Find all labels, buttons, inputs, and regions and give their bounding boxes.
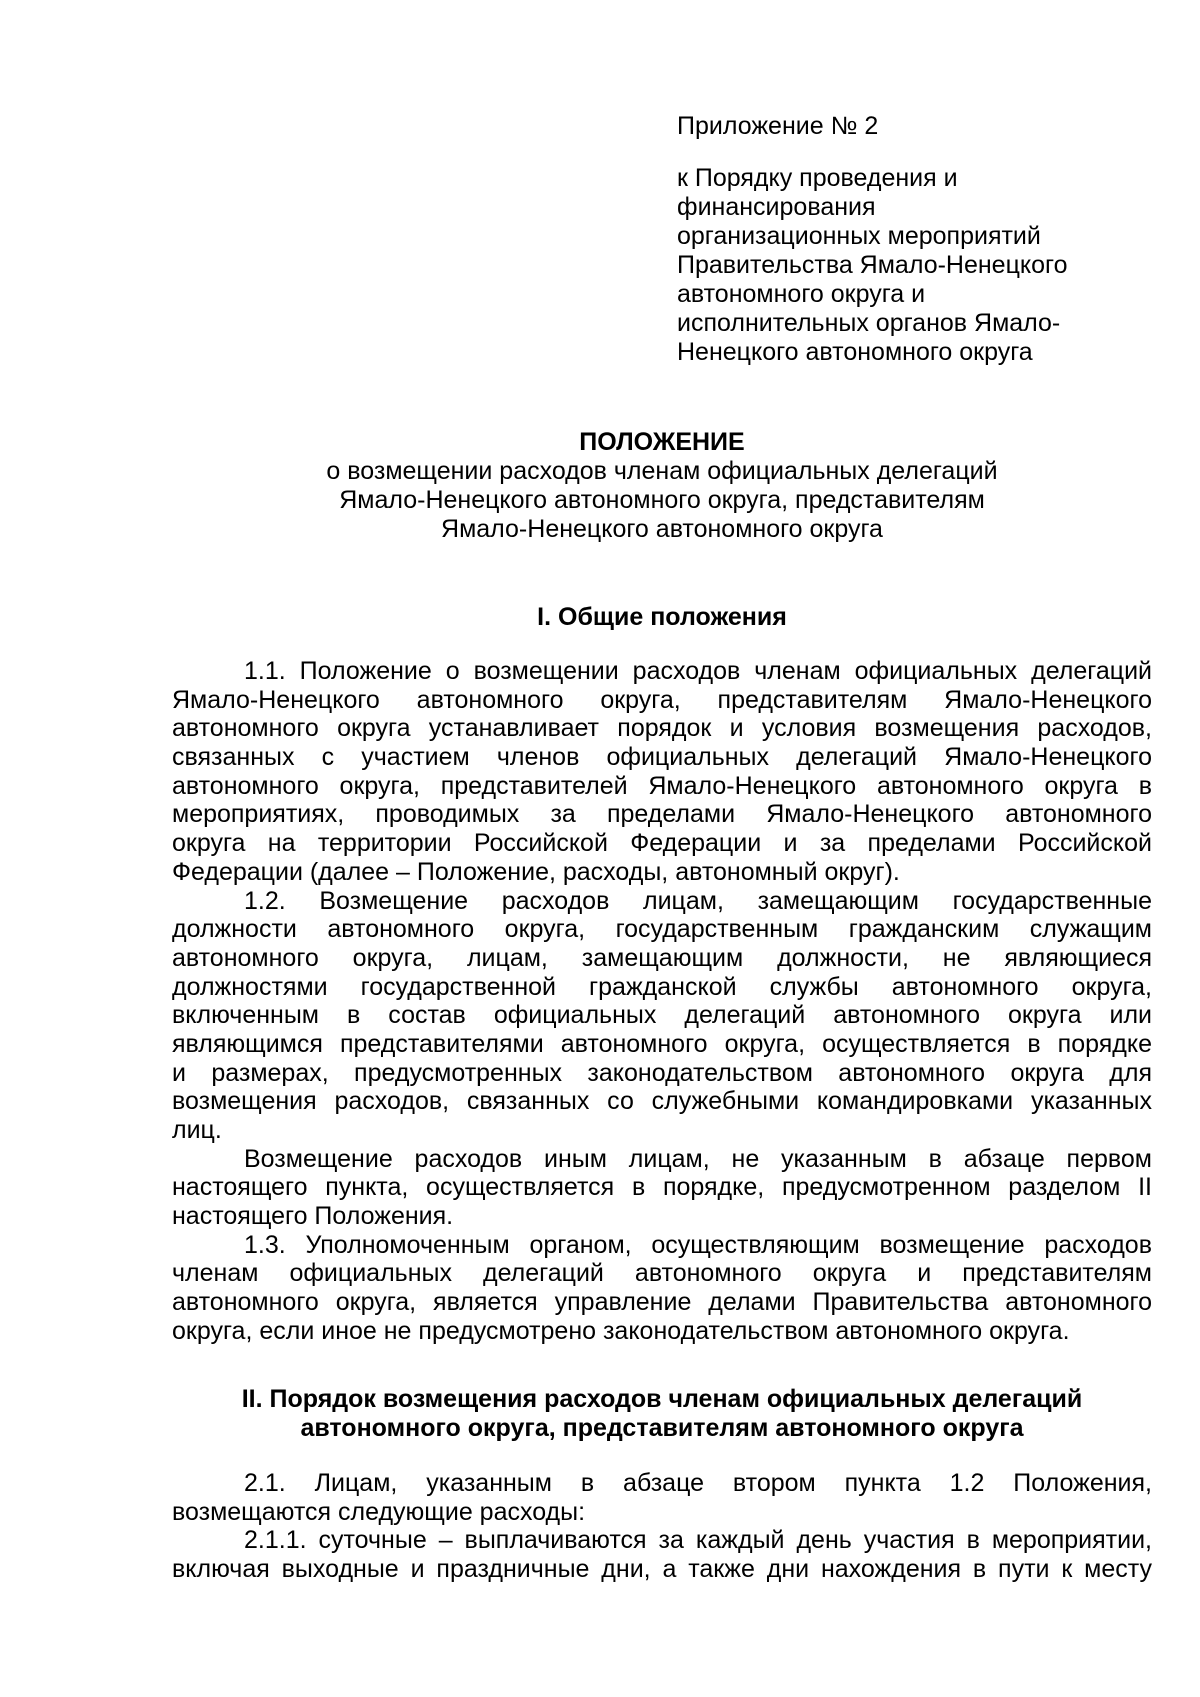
text-line: автономного округа, представителей Ямало-Ненецкого автономного округа в — [172, 771, 1152, 800]
paragraph-2-1 — [172, 1469, 1152, 1526]
text-line: автономного округа, является управление делами Правительства автономного — [172, 1288, 1152, 1317]
text-line: возмещения расходов, связанных со служебными командировками указанных — [172, 1087, 1152, 1116]
text-line: 1.2. Возмещение расходов лицам, замещающим государственные — [244, 886, 1152, 915]
appendix-line: Правительства Ямало-Ненецкого — [677, 251, 1068, 279]
text-line: должности автономного округа, государственным гражданским служащим — [172, 915, 1152, 944]
document-header — [172, 428, 1152, 544]
document-subtitle-line: Ямало-Ненецкого автономного округа, представителям — [339, 486, 985, 514]
paragraph-1-1 — [172, 657, 1152, 887]
appendix-title: Приложение № 2 — [677, 112, 879, 140]
appendix-block — [677, 112, 1117, 367]
text-line: автономного округа устанавливает порядок и условия возмещения расходов, — [172, 714, 1152, 743]
appendix-line: финансирования — [677, 193, 876, 221]
section-2-heading — [172, 1385, 1152, 1443]
text-line: связанных с участием членов официальных делегаций Ямало-Ненецкого — [172, 743, 1152, 772]
text-line: 1.3. Уполномоченным органом, осуществляющим возмещение расходов — [244, 1230, 1152, 1259]
text-line: включенным в состав официальных делегаций автономного округа или — [172, 1001, 1152, 1030]
text-line: Федерации (далее – Положение, расходы, автономный округ). — [172, 857, 900, 886]
text-line: включая выходные и праздничные дни, а также дни нахождения в пути к месту — [172, 1555, 1152, 1584]
text-line: 1.1. Положение о возмещении расходов членам официальных делегаций — [244, 657, 1152, 685]
appendix-line: автономного округа и — [677, 280, 926, 308]
text-line: Ямало-Ненецкого автономного округа, представителям Ямало-Ненецкого — [172, 685, 1152, 714]
text-line: и размерах, предусмотренных законодательством автономного округа для — [172, 1058, 1152, 1087]
appendix-line: Ненецкого автономного округа — [677, 338, 1033, 366]
section-1-heading — [172, 603, 1152, 632]
text-line: 2.1.1. суточные – выплачиваются за каждый день участия в мероприятии, — [244, 1526, 1152, 1555]
section-1-heading-text: I. Общие положения — [537, 603, 787, 631]
text-line: возмещаются следующие расходы: — [172, 1497, 586, 1526]
text-line: членам официальных делегаций автономного округа и представителям — [172, 1259, 1152, 1288]
appendix-line: исполнительных органов Ямало- — [677, 309, 1061, 337]
text-line: округа, если иное не предусмотрено законодательством автономного округа. — [172, 1316, 1070, 1345]
section-2-heading-line: автономного округа, представителям автономного округа — [300, 1414, 1024, 1442]
document-subtitle-line: о возмещении расходов членам официальных делегаций — [326, 457, 998, 485]
text-line: мероприятиях, проводимых за пределами Ямало-Ненецкого автономного — [172, 800, 1152, 829]
section-2-body — [172, 1469, 1152, 1584]
paragraph-1-2 — [172, 887, 1152, 1145]
section-2-heading-line: II. Порядок возмещения расходов членам официальных делегаций — [241, 1385, 1083, 1413]
paragraph-1-2-second — [172, 1145, 1152, 1231]
appendix-line: к Порядку проведения и — [677, 164, 958, 192]
text-line: должностями государственной гражданской службы автономного округа, — [172, 972, 1152, 1001]
text-line: автономного округа, лицам, замещающим должности, не являющиеся — [172, 943, 1152, 972]
paragraph-1-3 — [172, 1231, 1152, 1346]
text-line: настоящего Положения. — [172, 1202, 454, 1231]
text-line: являющимся представителями автономного округа, осуществляется в порядке — [172, 1029, 1152, 1058]
text-line: лиц. — [172, 1116, 222, 1144]
appendix-line: организационных мероприятий — [677, 222, 1041, 250]
document-title: ПОЛОЖЕНИЕ — [579, 428, 745, 456]
text-line: округа на территории Российской Федерации и за пределами Российской — [172, 829, 1152, 858]
text-line: 2.1. Лицам, указанным в абзаце втором пункта 1.2 Положения, — [244, 1469, 1152, 1497]
document-subtitle-line: Ямало-Ненецкого автономного округа — [441, 515, 883, 543]
text-line: настоящего пункта, осуществляется в порядке, предусмотренном разделом II — [172, 1173, 1152, 1202]
paragraph-2-1-1 — [172, 1526, 1152, 1583]
text-line: Возмещение расходов иным лицам, не указанным в абзаце первом — [244, 1144, 1152, 1173]
section-1-body — [172, 657, 1152, 1346]
